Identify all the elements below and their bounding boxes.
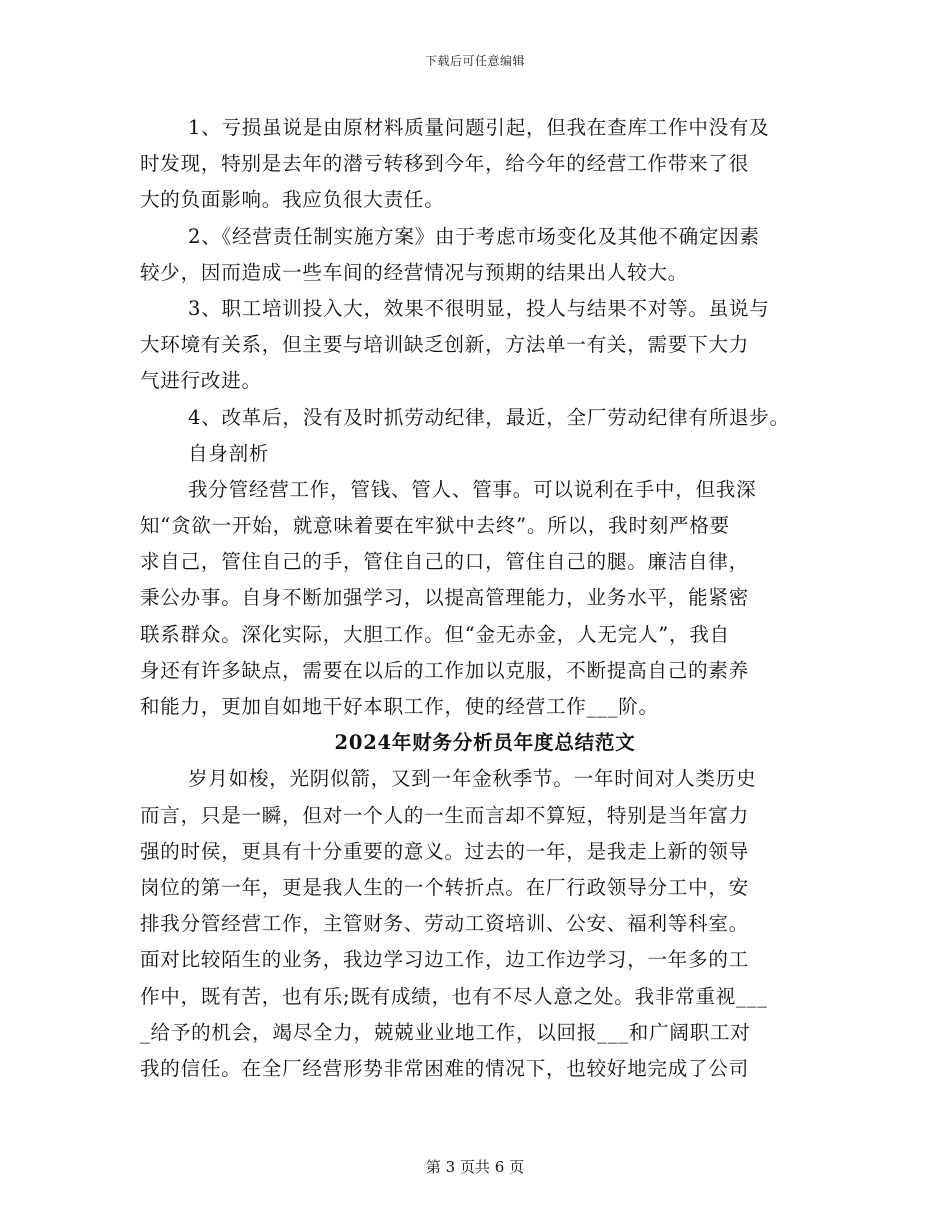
paragraph-line: 气进行改进。 [140,369,262,393]
paragraph-line: 秉公办事。自身不断加强学习，以提高管理能力，业务水平，能紧密 [140,586,750,610]
paragraph-line: 岗位的第一年，更是我人生的一个转折点。在厂行政领导分工中，安 [140,875,750,899]
paragraph-line: 岁月如梭，光阴似箭，又到一年金秋季节。一年时间对人类历史 [188,767,757,791]
document-title: 2024年财务分析员年度总结范文 [334,731,636,755]
paragraph-line: 大的负面影响。我应负很大责任。 [140,188,445,212]
paragraph-line: 联系群众。深化实际，大胆工作。但“金无赤金，人无完人”，我自 [140,622,730,646]
paragraph-line: 时发现，特别是去年的潜亏转移到今年，给今年的经营工作带来了很 [140,152,750,176]
paragraph-line: _给予的机会，竭尽全力，兢兢业业地工作，以回报___和广阔职工对 [140,1020,751,1044]
paragraph-line: 3、职工培训投入大，效果不很明显，投人与结果不对等。虽说与 [188,296,770,320]
paragraph-line: 1、亏损虽说是由原材料质量问题引起，但我在查库工作中没有及 [188,116,770,139]
paragraph-line: 和能力，更加自如地干好本职工作，使的经营工作___阶。 [140,695,659,718]
section-heading: 自身剖析 [188,441,270,465]
paragraph-line: 知“贪欲一开始，就意味着要在牢狱中去终”。所以，我时刻严格要 [140,514,730,538]
paragraph-line: 作中，既有苦，也有乐;既有成绩，也有不尽人意之处。我非常重视___ [140,984,768,1008]
page-number: 第 3 页共 6 页 [425,1158,525,1176]
paragraph-line: 身还有许多缺点，需要在以后的工作加以克服，不断提高自己的素养 [140,658,750,682]
paragraph-line: 求自己，管住自己的手，管住自己的口，管住自己的腿。廉洁自律， [140,550,750,574]
document-body [140,110,820,1087]
paragraph-line: 4、改革后，没有及时抓劳动纪律，最近，全厂劳动纪律有所退步。 [188,405,790,429]
paragraph-line: 面对比较陌生的业务，我边学习边工作，边工作边学习，一年多的工 [140,948,750,972]
paragraph-line: 强的时侯，更具有十分重要的意义。过去的一年，是我走上新的领导 [140,839,750,863]
paragraph-line: 而言，只是一瞬，但对一个人的一生而言却不算短，特别是当年富力 [140,803,750,827]
paragraph-line: 大环境有关系，但主要与培训缺乏创新，方法单一有关，需要下大力 [140,333,750,357]
page-header: 下载后可任意编辑 [424,54,525,68]
paragraph-line: 较少，因而造成一些车间的经营情况与预期的结果出人较大。 [140,260,689,284]
paragraph-line: 我的信任。在全厂经营形势非常困难的情况下，也较好地完成了公司 [140,1056,750,1080]
paragraph-line: 排我分管经营工作，主管财务、劳动工资培训、公安、福利等科室。 [140,912,750,936]
paragraph-line: 2、《经营责任制实施方案》由于考虑市场变化及其他不确定因素 [188,224,760,248]
paragraph-line: 我分管经营工作，管钱、管人、管事。可以说利在手中，但我深 [188,477,757,501]
